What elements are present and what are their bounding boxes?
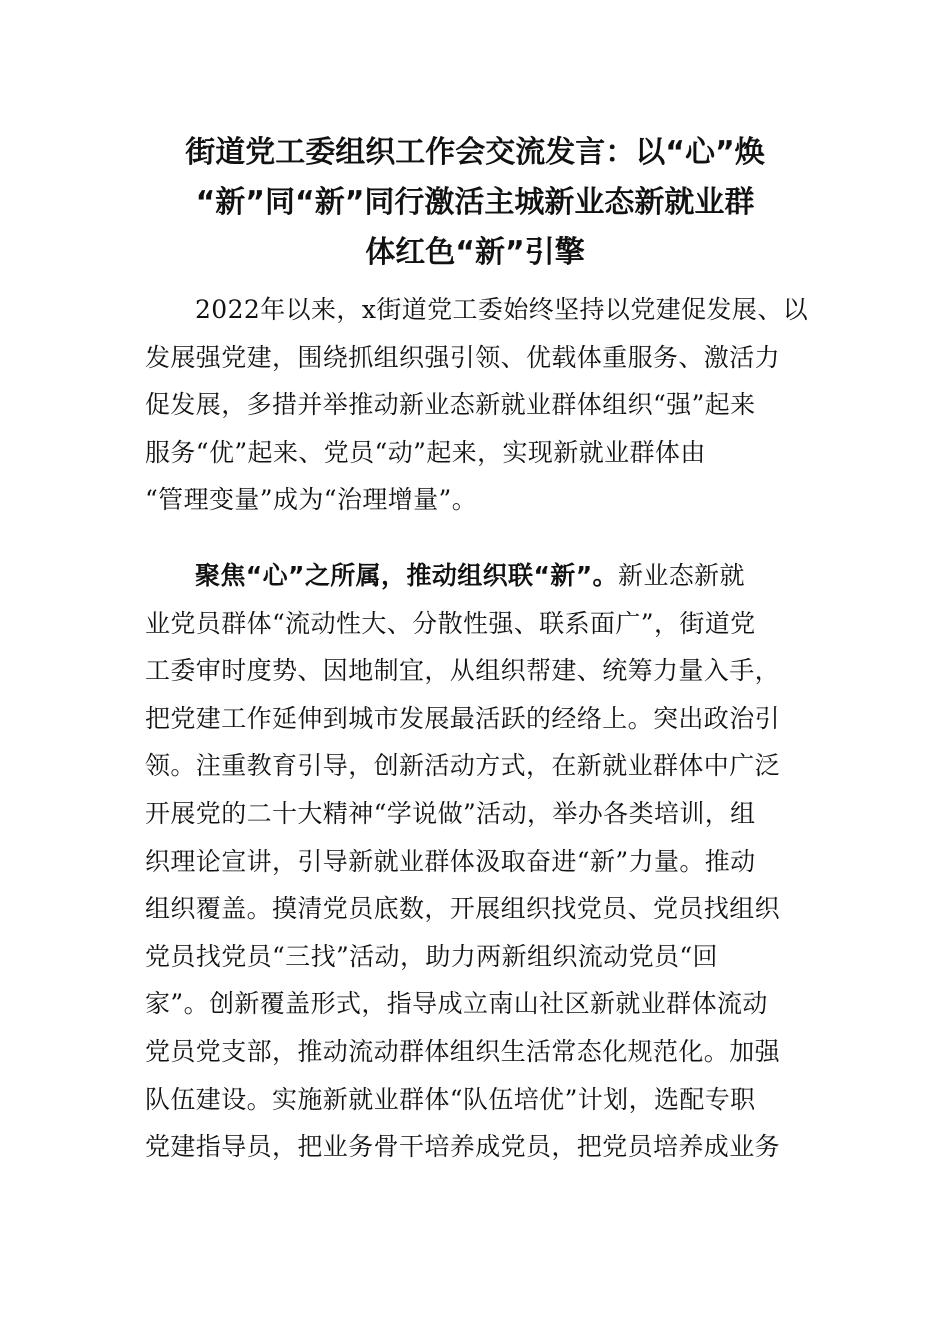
paragraph-line-rest: 新业态新就 [617, 561, 745, 590]
paragraph-line: 开展党的二十大精神“学说做”活动，举办各类培训，组 [145, 798, 756, 828]
paragraph-intro [145, 286, 809, 524]
paragraph-line: 家”。创新覆盖形式，指导成立南山社区新就业群体流动 [145, 989, 768, 1019]
paragraph-line: 队伍建设。实施新就业群体“队伍培优”计划，选配专职 [145, 1084, 756, 1114]
paragraph-first-line [145, 552, 805, 600]
paragraph-line: 业党员群体“流动性大、分散性强、联系面广”，街道党 [145, 608, 756, 638]
paragraph-line: “管理变量”成为“治理增量”。 [145, 485, 478, 515]
paragraph-line: 组织覆盖。摸清党员底数，开展组织找党员、党员找组织 [145, 894, 781, 924]
paragraph-line: 把党建工作延伸到城市发展最活跃的经络上。突出政治引 [145, 703, 781, 733]
paragraph-section-1 [145, 552, 805, 1171]
paragraph-line: 领。注重教育引导，创新活动方式，在新就业群体中广泛 [145, 751, 781, 781]
section-heading: 聚焦“心”之所属，推动组织联“新”。 [195, 561, 618, 590]
paragraph-line: 服务“优”起来、党员“动”起来，实现新就业群体由 [145, 437, 706, 467]
paragraph-line: 发展强党建，围绕抓组织强引领、优载体重服务、激活力 [145, 342, 781, 372]
title-line: 街道党工委组织工作会交流发言：以“心”焕 [185, 135, 765, 170]
paragraph-line: 工委审时度势、因地制宜，从组织帮建、统筹力量入手， [145, 656, 781, 686]
title-line: “新”同“新”同行激活主城新业态新就业群 [195, 185, 755, 220]
paragraph-line: 促发展，多措并举推动新业态新就业群体组织“强”起来 [145, 390, 756, 420]
title-line: 体红色“新”引擎 [365, 235, 585, 270]
paragraph-line: 党员党支部，推动流动群体组织生活常态化规范化。加强 [145, 1036, 781, 1066]
document-title [150, 128, 800, 278]
paragraph-line: 织理论宣讲，引导新就业群体汲取奋进“新”力量。推动 [145, 846, 756, 876]
paragraph-line: 2022年以来，x街道党工委始终坚持以党建促发展、以 [195, 295, 809, 324]
paragraph-line: 党员找党员“三找”活动，助力两新组织流动党员“回 [145, 941, 718, 971]
paragraph-line: 党建指导员，把业务骨干培养成党员，把党员培养成业务 [145, 1132, 781, 1162]
